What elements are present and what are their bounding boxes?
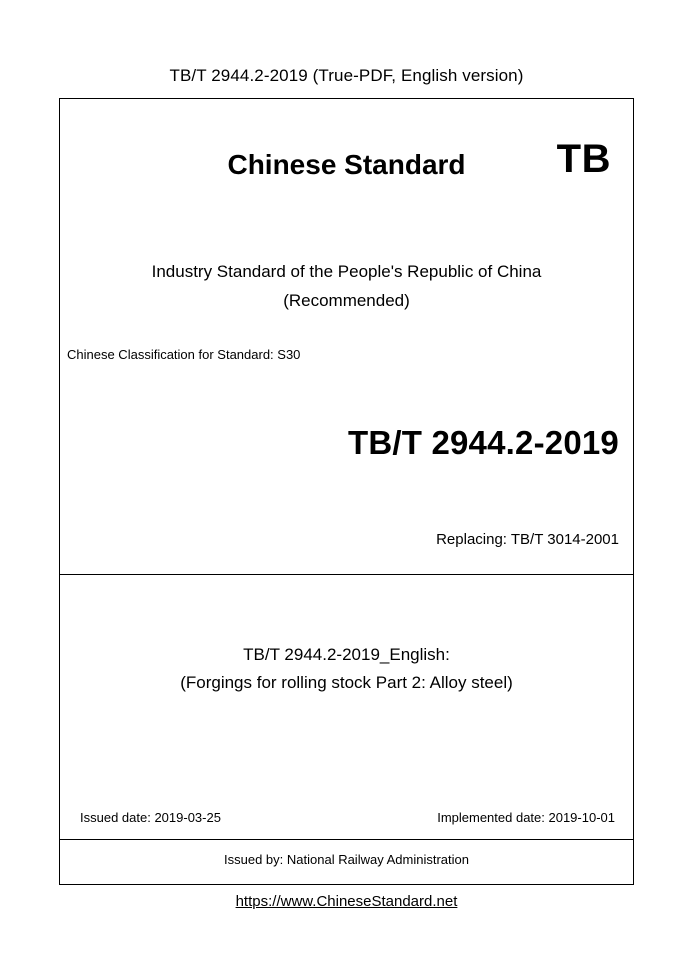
- classification-code: Chinese Classification for Standard: S30: [67, 347, 301, 362]
- standard-heading: Chinese Standard: [227, 149, 466, 180]
- industry-standard-line: [60, 257, 633, 315]
- tb-logo: TB: [556, 137, 611, 181]
- cover-middle-section: [60, 575, 633, 840]
- cover-box: [59, 98, 634, 885]
- english-title-line-1: TB/T 2944.2-2019_English:: [243, 645, 450, 664]
- website-link[interactable]: https://www.ChineseStandard.net: [235, 893, 458, 910]
- cover-bottom-section: [60, 840, 633, 883]
- cover-top-section: [60, 99, 633, 575]
- replacing-standard: Replacing: TB/T 3014-2001: [436, 531, 619, 548]
- issued-by: Issued by: National Railway Administration: [224, 852, 469, 867]
- english-title-line-2: (Forgings for rolling stock Part 2: Alloy steel): [180, 673, 513, 692]
- implemented-date: Implemented date: 2019-10-01: [437, 810, 615, 825]
- english-title: [60, 641, 633, 697]
- page-title: TB/T 2944.2-2019 (True-PDF, English version): [169, 66, 524, 85]
- issued-date: Issued date: 2019-03-25: [80, 810, 221, 825]
- standard-number: TB/T 2944.2-2019: [347, 424, 619, 461]
- industry-standard-line-1: Industry Standard of the People's Republic of China: [151, 262, 542, 281]
- industry-standard-line-2: (Recommended): [283, 291, 410, 310]
